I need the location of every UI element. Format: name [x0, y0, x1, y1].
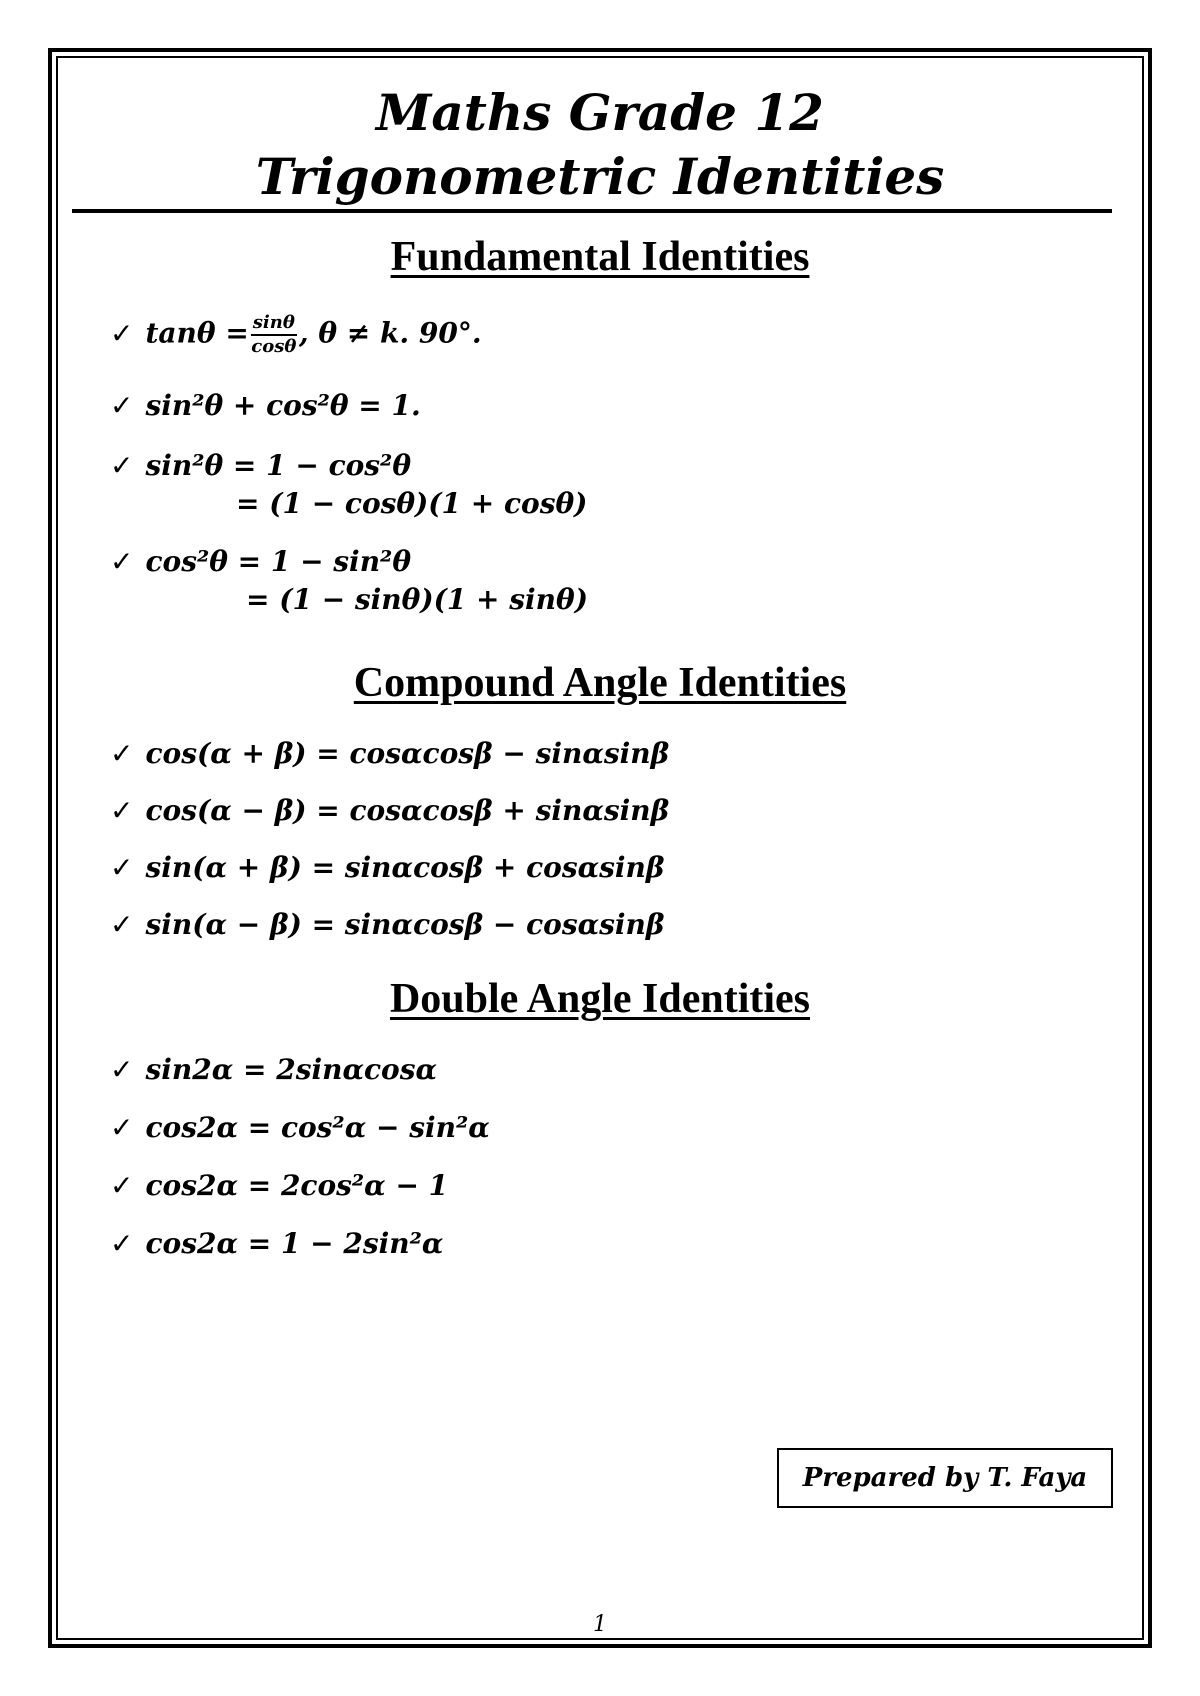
identity-sin-squared: [110, 449, 411, 482]
check-icon: ✓: [110, 545, 134, 578]
identity-cos-double-2: [110, 1169, 449, 1202]
identity-pythagorean: [110, 389, 421, 422]
identity-text: cos(α + β) = cosαcosβ − sinαsinβ: [145, 737, 670, 770]
identity-text: sin²θ + cos²θ = 1.: [145, 389, 421, 422]
check-icon: ✓: [110, 389, 134, 422]
identity-text: cos2α = 2cos²α − 1: [145, 1169, 449, 1202]
check-icon: ✓: [110, 1227, 134, 1260]
heading-fundamental-identities: Fundamental Identities: [390, 234, 810, 280]
identity-sin-difference: [110, 908, 665, 941]
check-icon: ✓: [110, 316, 134, 350]
identity-text: cos(α − β) = cosαcosβ + sinαsinβ: [145, 794, 670, 827]
identity-text: sin(α + β) = sinαcosβ + cosαsinβ: [145, 851, 665, 884]
fraction-numerator: sinθ: [251, 314, 297, 336]
identity-text: cos2α = cos²α − sin²α: [145, 1111, 490, 1144]
title-line-1: Maths Grade 12: [376, 83, 824, 142]
identity-lhs: tanθ =: [145, 316, 249, 350]
identity-cos-squared: [110, 545, 411, 578]
identity-sin-sum: [110, 851, 665, 884]
identity-cos-sum: [110, 737, 670, 770]
check-icon: ✓: [110, 1169, 134, 1202]
identity-text: cos2α = 1 − 2sin²α: [145, 1227, 444, 1260]
check-icon: ✓: [110, 737, 134, 770]
fraction: [251, 314, 297, 356]
identity-text: sin(α − β) = sinαcosβ − cosαsinβ: [145, 908, 665, 941]
identity-tan-quotient: [110, 314, 482, 356]
fraction-denominator: cosθ: [251, 336, 297, 357]
author-credit: [777, 1448, 1113, 1508]
check-icon: ✓: [110, 449, 134, 482]
identity-text: cos²θ = 1 − sin²θ: [145, 545, 411, 578]
identity-cos-difference: [110, 794, 670, 827]
check-icon: ✓: [110, 1111, 134, 1144]
identity-text: sin²θ = 1 − cos²θ: [145, 449, 411, 482]
heading-double-angle-identities: Double Angle Identities: [389, 976, 811, 1022]
page-border-inner: [56, 56, 1144, 1640]
check-icon: ✓: [110, 908, 134, 941]
identity-cos-double-3: [110, 1227, 444, 1260]
author-credit-text: Prepared by T. Faya: [802, 1463, 1088, 1493]
heading-compound-angle-identities: Compound Angle Identities: [353, 660, 847, 706]
identity-cos-double-1: [110, 1111, 490, 1144]
check-icon: ✓: [110, 1053, 134, 1086]
identity-cos-squared-factored: = (1 − sinθ)(1 + sinθ): [246, 583, 588, 616]
title-line-2: Trigonometric Identities: [255, 147, 945, 206]
identity-text: sin2α = 2sinαcosα: [145, 1053, 438, 1086]
identity-sin-double: [110, 1053, 438, 1086]
identity-sin-squared-factored: = (1 − cosθ)(1 + cosθ): [236, 487, 588, 520]
check-icon: ✓: [110, 794, 134, 827]
page-number: 1: [593, 1612, 607, 1637]
title-divider: [72, 209, 1112, 213]
identity-condition: , θ ≠ k. 90°.: [298, 316, 482, 350]
check-icon: ✓: [110, 851, 134, 884]
